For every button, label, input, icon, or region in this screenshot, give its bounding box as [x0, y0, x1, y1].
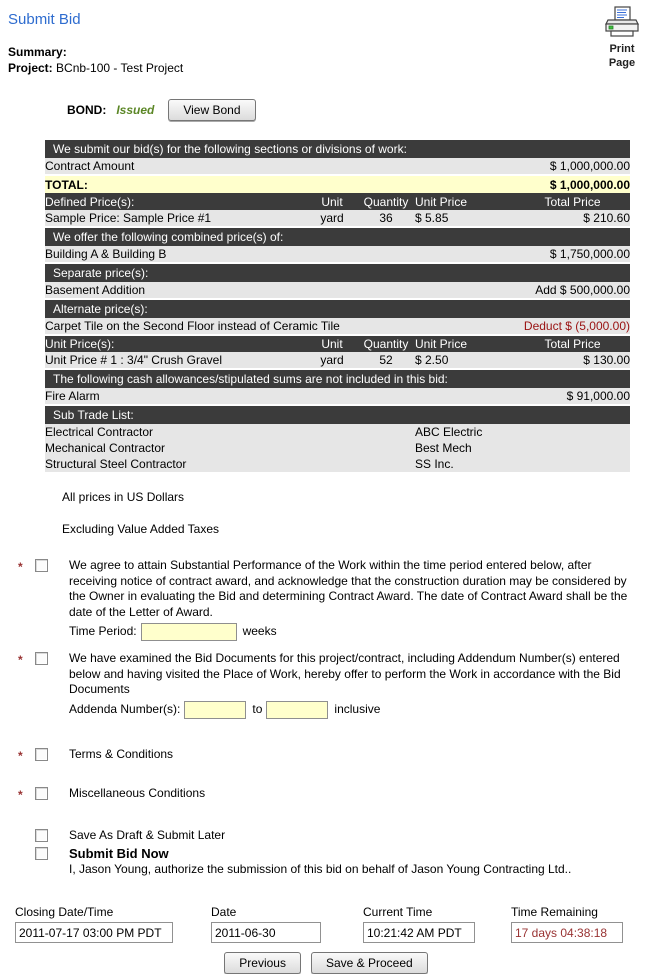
table-row-unit-price: [45, 352, 630, 369]
current-time-input[interactable]: [363, 922, 475, 943]
table-row-total: [45, 175, 630, 193]
row-label: Building A & Building B: [45, 246, 515, 263]
agreement-terms: [8, 747, 644, 763]
tax-note: Excluding Value Added Taxes: [62, 522, 220, 536]
view-bond-button[interactable]: View Bond: [168, 99, 255, 121]
sub-trade-company: Best Mech: [415, 440, 630, 456]
save-draft-row: [8, 828, 644, 844]
bid-documents-text: We have examined the Bid Documents for this project/contract, including Addendum Number(s) entered below and having visited the Place of Work, hereby offer to perform the Work in accordance with the Bid Documents: [69, 651, 621, 696]
closing-datetime-label: Closing Date/Time: [15, 905, 114, 919]
current-time-label: Current Time: [363, 905, 433, 919]
agreement-misc: [8, 786, 644, 802]
time-period-label: Time Period:: [69, 624, 137, 639]
row-label: Carpet Tile on the Second Floor instead of Ceramic Tile: [45, 318, 515, 335]
save-draft-label: Save As Draft & Submit Later: [69, 827, 226, 842]
page-title: Submit Bid: [8, 11, 81, 28]
section-header-combined-prices: [45, 227, 630, 246]
misc-conditions-label: Miscellaneous Conditions: [69, 785, 206, 800]
alternate-prices-header: Alternate price(s):: [45, 299, 630, 318]
sub-trade-name: Mechanical Contractor: [45, 440, 415, 456]
time-period-input[interactable]: [141, 623, 237, 641]
section-header-sub-trade: [45, 405, 630, 424]
table-row-defined-price: [45, 210, 630, 227]
row-quantity: 36: [357, 210, 415, 227]
table-row-alternate-price: [45, 318, 630, 335]
required-marker: *: [18, 653, 23, 667]
previous-button[interactable]: Previous: [224, 952, 301, 974]
unit-prices-header: Unit Price(s):: [45, 335, 307, 352]
bid-documents-checkbox[interactable]: [35, 652, 48, 665]
substantial-performance-text: We agree to attain Substantial Performance of the Work within the time period entered below, after receiving notice of contract award, and acknowledge that the construction duration may be considered by the Owner in evaluating the Bid and determining Contract Award. The date of Contract Award shall be the date of the Letter of Award.: [69, 558, 628, 619]
print-page-button[interactable]: [602, 6, 642, 69]
column-header-total-price: Total Price: [515, 193, 630, 210]
save-draft-checkbox[interactable]: [35, 829, 48, 842]
column-header-quantity: Quantity: [357, 193, 415, 210]
row-unit: yard: [307, 352, 357, 369]
column-header-unit: Unit: [307, 335, 357, 352]
column-header-total-price: Total Price: [515, 335, 630, 352]
print-page-label-line1: Print: [609, 43, 635, 55]
section-header-unit-prices: [45, 335, 630, 352]
row-amount: $ 1,750,000.00: [515, 246, 630, 263]
section-header-alternate-prices: [45, 299, 630, 318]
summary-label: Summary:: [8, 45, 67, 59]
sub-trade-name: Structural Steel Contractor: [45, 456, 415, 472]
sub-trade-header: Sub Trade List:: [45, 405, 630, 424]
section-header-cash-allowances: [45, 369, 630, 388]
row-unit: yard: [307, 210, 357, 227]
project-value: BCnb-100 - Test Project: [56, 61, 184, 75]
total-amount: $ 1,000,000.00: [515, 175, 630, 193]
separate-prices-header: Separate price(s):: [45, 263, 630, 282]
required-marker: *: [18, 748, 23, 763]
section-header-separate-prices: [45, 263, 630, 282]
table-row-separate-price: [45, 282, 630, 299]
terms-label: Terms & Conditions: [69, 746, 174, 761]
row-label: Basement Addition: [45, 282, 515, 299]
date-input[interactable]: [211, 922, 321, 943]
print-page-label-line2: Page: [608, 57, 636, 69]
sub-trade-company: ABC Electric: [415, 424, 630, 440]
bond-label: BOND:: [67, 103, 107, 117]
section-header-row: [45, 140, 630, 158]
save-proceed-button[interactable]: Save & Proceed: [311, 952, 428, 974]
closing-datetime-input[interactable]: [15, 922, 173, 943]
sub-trade-name: Electrical Contractor: [45, 424, 415, 440]
project-label: Project:: [8, 61, 53, 75]
defined-prices-header: Defined Price(s):: [45, 193, 307, 210]
row-amount: $ 91,000.00: [515, 388, 630, 405]
bid-summary-table: [45, 140, 630, 472]
submit-now-label: Submit Bid Now: [69, 846, 169, 861]
sub-trade-row: [45, 456, 630, 472]
combined-prices-header: We offer the following combined price(s) of:: [45, 227, 630, 246]
row-unit-price: $ 2.50: [415, 352, 515, 369]
sub-trade-row: [45, 440, 630, 456]
addenda-from-input[interactable]: [184, 701, 246, 719]
weeks-label: weeks: [242, 624, 277, 639]
inclusive-label: inclusive: [334, 701, 381, 716]
currency-note: All prices in US Dollars: [62, 490, 185, 504]
submit-now-checkbox[interactable]: [35, 847, 48, 860]
section-header-defined-prices: [45, 193, 630, 210]
column-header-unit: Unit: [307, 193, 357, 210]
table-row-cash-allowance: [45, 388, 630, 405]
required-marker-empty: [18, 828, 35, 830]
section-header-text: We submit our bid(s) for the following sections or divisions of work:: [45, 140, 630, 158]
submit-now-row: [8, 846, 644, 877]
printer-icon: [604, 27, 640, 41]
row-unit-price: $ 5.85: [415, 210, 515, 227]
column-header-quantity: Quantity: [357, 335, 415, 352]
row-label: Fire Alarm: [45, 388, 515, 405]
table-row-contract-amount: [45, 158, 630, 175]
row-amount: Add $ 500,000.00: [515, 282, 630, 299]
row-label: Sample Price: Sample Price #1: [45, 210, 307, 227]
addenda-to-input[interactable]: [266, 701, 328, 719]
bond-status: Issued: [116, 103, 155, 117]
terms-checkbox[interactable]: [35, 748, 48, 761]
substantial-performance-checkbox[interactable]: [35, 559, 48, 572]
required-marker-empty: [18, 846, 35, 848]
sub-trade-company: SS Inc.: [415, 456, 630, 472]
required-marker: *: [18, 787, 23, 802]
misc-conditions-checkbox[interactable]: [35, 787, 48, 800]
authorization-text: I, Jason Young, authorize the submission of this bid on behalf of Jason Young Contracting Ltd..: [69, 861, 572, 876]
row-amount-deduct: Deduct $ (5,000.00): [515, 318, 630, 335]
addenda-label: Addenda Number(s):: [69, 701, 181, 716]
table-row-combined-price: [45, 246, 630, 263]
row-total: $ 210.60: [515, 210, 630, 227]
row-amount: $ 1,000,000.00: [515, 158, 630, 175]
row-quantity: 52: [357, 352, 415, 369]
column-header-unit-price: Unit Price: [415, 335, 515, 352]
to-label: to: [252, 701, 263, 716]
date-label: Date: [211, 905, 237, 919]
total-label: TOTAL:: [45, 175, 515, 193]
row-label: Contract Amount: [45, 158, 515, 175]
cash-allowances-header: The following cash allowances/stipulated sums are not included in this bid:: [45, 369, 630, 388]
time-remaining-label: Time Remaining: [511, 905, 598, 919]
row-total: $ 130.00: [515, 352, 630, 369]
agreement-bid-documents: [8, 651, 644, 719]
required-marker: *: [18, 560, 23, 574]
sub-trade-row: [45, 424, 630, 440]
row-label: Unit Price # 1 : 3/4" Crush Gravel: [45, 352, 307, 369]
column-header-unit-price: Unit Price: [415, 193, 515, 210]
agreement-substantial-performance: [8, 558, 644, 641]
time-remaining-value: 17 days 04:38:18: [511, 922, 623, 943]
